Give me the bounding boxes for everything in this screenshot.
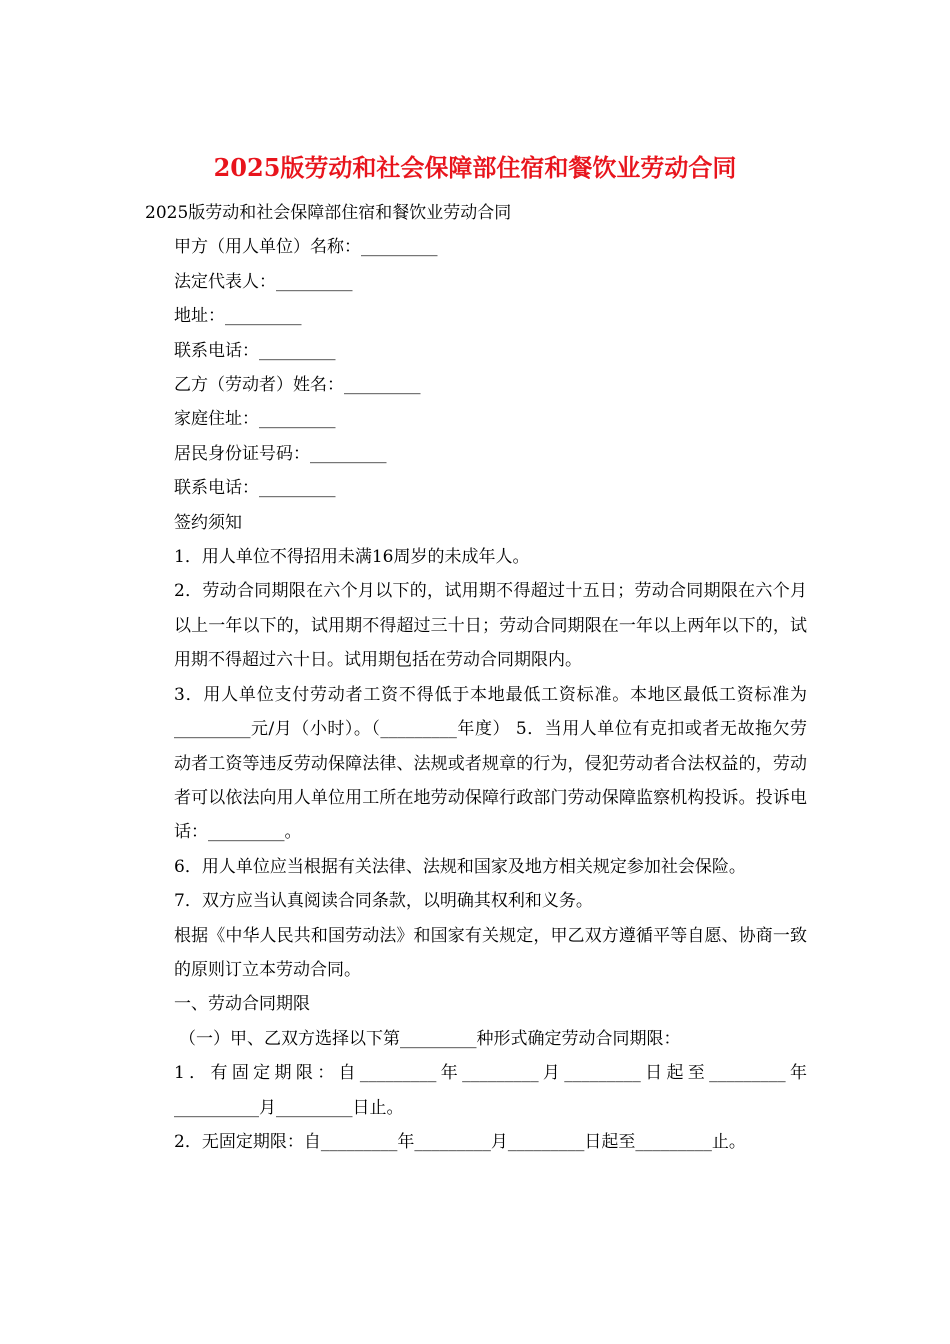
employee-name-field: 乙方（劳动者）姓名：_________ bbox=[174, 375, 421, 396]
employee-phone-field: 联系电话：_________ bbox=[174, 478, 336, 499]
preamble-paragraph: 根据《中华人民共和国劳动法》和国家有关规定，甲乙双方遵循平等自愿、协商一致的原则订立本劳动合同。 bbox=[174, 925, 807, 980]
section-1-clause-1: （一）甲、乙双方选择以下第_________种形式确定劳动合同期限： bbox=[179, 1028, 681, 1049]
employer-address-field: 地址：_________ bbox=[174, 306, 302, 327]
employee-id-field: 居民身份证号码：_________ bbox=[174, 443, 387, 464]
notice-item-1: 1．用人单位不得招用未满16周岁的未成年人。 bbox=[174, 547, 530, 568]
employer-name-field: 甲方（用人单位）名称：_________ bbox=[174, 237, 438, 258]
section-1-heading: 一、劳动合同期限 bbox=[174, 994, 310, 1015]
notice-item-2: 2．劳动合同期限在六个月以下的，试用期不得超过十五日；劳动合同期限在六个月以上一年以下的，试用期不得超过三十日；劳动合同期限在一年以上两年以下的，试用期不得超过六十日。试用期包括在劳动合同期限内。 bbox=[174, 581, 807, 671]
subtitle-line: 2025版劳动和社会保障部住宿和餐饮业劳动合同 bbox=[145, 203, 512, 223]
document-body bbox=[145, 196, 807, 1159]
notice-item-3-5: 3．用人单位支付劳动者工资不得低于本地最低工资标准。本地区最低工资标准为_________元/月（小时）。（_________年度） 5．当用人单位有克扣或者无故拖欠劳动者工资等违反劳动保障法律、法规或者规章的行为，侵犯劳动者合法权益的，劳动者可以依法向用人单位用工所在地劳动保障行政部门劳动保障监察机构投诉。投诉电话：_________。 bbox=[174, 684, 807, 843]
employer-phone-field: 联系电话：_________ bbox=[174, 340, 336, 361]
open-term-option: 2．无固定期限：自_________年_________月_________日起至_________止。 bbox=[174, 1131, 746, 1152]
notice-item-7: 7．双方应当认真阅读合同条款，以明确其权利和义务。 bbox=[174, 891, 593, 912]
employee-address-field: 家庭住址：_________ bbox=[174, 409, 336, 430]
notice-item-6: 6．用人单位应当根据有关法律、法规和国家及地方相关规定参加社会保险。 bbox=[174, 856, 746, 877]
legal-representative-field: 法定代表人：_________ bbox=[174, 271, 353, 292]
document-title: 2025版劳动和社会保障部住宿和餐饮业劳动合同 bbox=[213, 153, 737, 182]
signing-notice-heading: 签约须知 bbox=[174, 512, 242, 533]
fixed-term-option: 1．有固定期限：自_________年_________月_________日起至_________年__________月_________日止。 bbox=[174, 1063, 807, 1118]
